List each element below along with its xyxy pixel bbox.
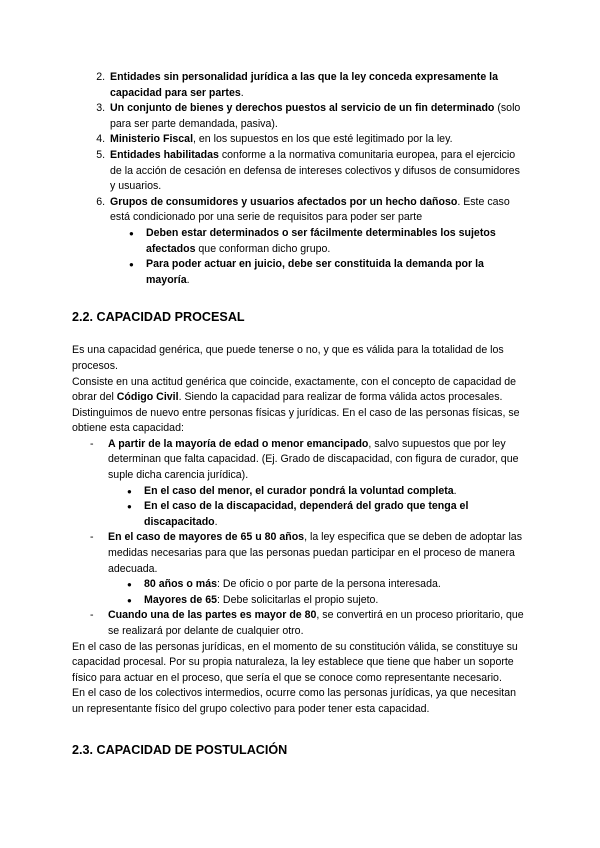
item-bold-text: Ministerio Fiscal [110, 133, 194, 146]
list-item [108, 608, 528, 639]
list-item [108, 148, 528, 195]
item-text: . [186, 273, 190, 286]
item-text: : Debe solicitarlas el propio sujeto. [217, 593, 379, 606]
item-bold-text: Grupos de consumidores y usuarios afectados por un hecho dañoso [110, 195, 458, 208]
item-bold-text: Deben estar determinados o ser fácilmente determinables los sujetos afectados [146, 226, 496, 255]
paragraph-bold-text: Código Civil [116, 391, 179, 404]
item-text: . [214, 515, 218, 528]
sub-list-item [144, 499, 528, 530]
paragraph: Distinguimos de nuevo entre personas físicas y jurídicas. En el caso de las personas físicas, se obtiene esta capacidad: [72, 406, 520, 435]
list-item [108, 70, 528, 101]
item-text: . Este caso está condicionado por una serie de requisitos para poder ser parte [110, 195, 510, 224]
sub-list [108, 484, 528, 531]
item-text: que conforman dicho grupo. [195, 242, 331, 255]
item-bold-text: 80 años o más [144, 578, 218, 591]
sub-list-item [146, 226, 528, 257]
paragraph: Es una capacidad genérica, que puede tenerse o no, y que es válida para la totalidad de los procesos. [72, 344, 504, 372]
item-bold-text: En el caso de mayores de 65 u 80 años [108, 531, 305, 544]
item-text: , se convertirá en un proceso prioritario, que se realizará por delante de cualquier otro. [108, 609, 524, 637]
paragraph-text: . Siendo la capacidad para realizar de forma válida actos procesales. [178, 391, 503, 404]
sub-list-item [146, 257, 528, 288]
list-item [108, 195, 528, 289]
dash-list [72, 437, 528, 640]
item-text: . [453, 484, 457, 497]
item-text: : De oficio o por parte de la persona interesada. [217, 578, 441, 591]
paragraph [72, 375, 528, 406]
sub-list-item [144, 577, 528, 593]
section-heading: 2.2. CAPACIDAD PROCESAL [72, 310, 245, 325]
item-text: (solo para ser parte demandada, pasiva). [110, 102, 521, 130]
sub-list [110, 226, 528, 288]
list-item [108, 132, 528, 148]
item-bold-text: A partir de la mayoría de edad o menor emancipado [108, 437, 369, 450]
list-item [108, 101, 528, 132]
item-text: . [240, 86, 244, 99]
item-bold-text: Entidades habilitadas [110, 148, 219, 161]
item-bold-text: En el caso de la discapacidad, dependerá del grado que tenga el discapacitado [144, 500, 469, 528]
item-bold-text: Un conjunto de bienes y derechos puestos al servicio de un fin determinado [110, 102, 495, 115]
item-text: , salvo supuestos que por ley determinan que falta capacidad. (Ej. Grado de discapacidad, con figura de curador, que suple dicha carencia jurídica). [108, 437, 519, 482]
sub-list-item [144, 593, 528, 609]
item-bold-text: Mayores de 65 [144, 593, 218, 606]
item-bold-text: En el caso del menor, el curador pondrá la voluntad completa [144, 484, 454, 497]
paragraph: En el caso de los colectivos intermedios, ocurre como las personas jurídicas, ya que necesitan un representante físico del grupo colectivo para poder tener esta capacidad. [72, 687, 516, 715]
list-item [108, 530, 528, 608]
item-text: , la ley especifica que se deben de adoptar las medidas necesarias para que las personas puedan participar en el proceso de manera adecuada. [108, 531, 522, 575]
item-bold-text: Para poder actuar en juicio, debe ser constituida la demanda por la mayoría [146, 258, 484, 286]
item-bold-text: Cuando una de las partes es mayor de 80 [108, 609, 317, 622]
list-item [108, 437, 528, 531]
section-heading: 2.3. CAPACIDAD DE POSTULACIÓN [72, 742, 288, 757]
sub-list-item [144, 484, 528, 500]
sub-list [108, 577, 528, 608]
parties-list [72, 70, 528, 288]
paragraph-text: Consiste en una actitud genérica que coincide, exactamente, con el concepto de capacidad de obrar del [72, 375, 517, 404]
document-content [72, 70, 528, 776]
item-bold-text: Entidades sin personalidad jurídica a las que la ley conceda expresamente la capacidad para ser partes [110, 71, 499, 99]
paragraph: En el caso de las personas jurídicas, en el momento de su constitución válida, se constituye su capacidad procesal. Por su propia naturaleza, la ley establece que tiene que haber un soporte físico para actuar en el proceso, que sería el que se conoce como representante necesario. [72, 640, 518, 684]
item-text: conforme a la normativa comunitaria europea, para el ejercicio de la acción de cesación en defensa de intereses colectivos y difusos de consumidores y usuarios. [110, 148, 520, 193]
item-text: , en los supuestos en los que esté legitimado por la ley. [193, 133, 453, 146]
